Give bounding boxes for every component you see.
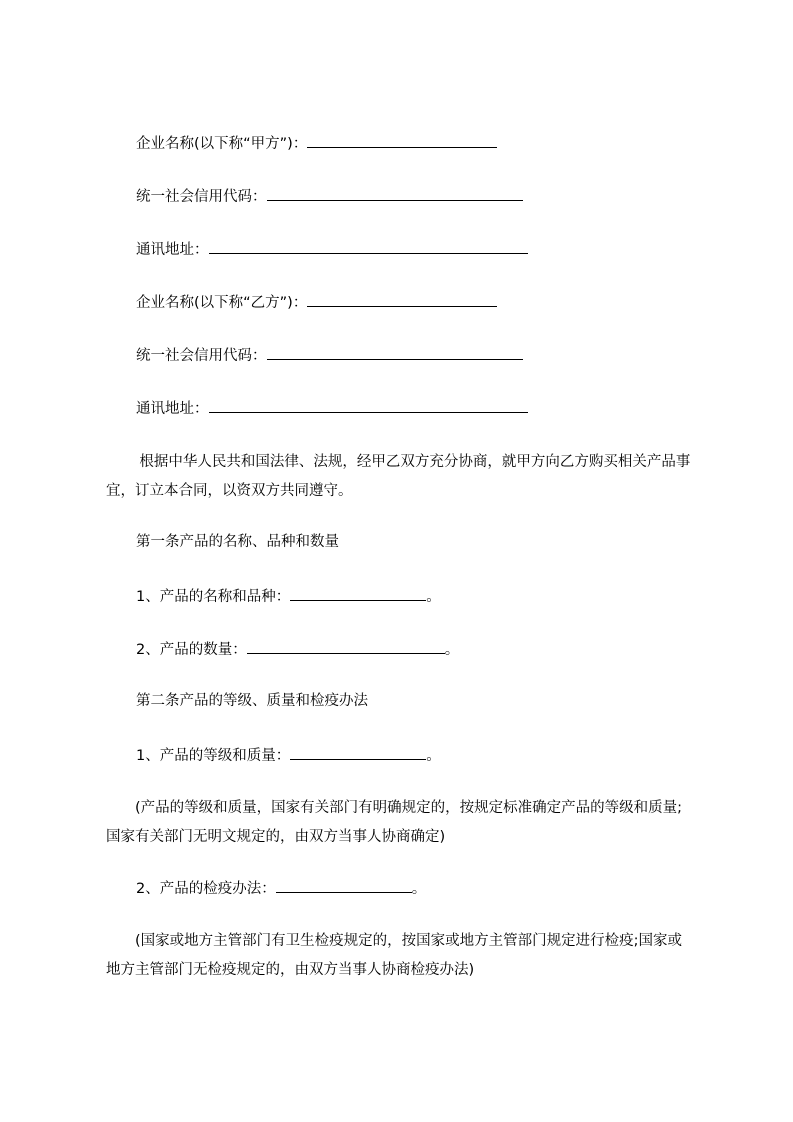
- party-a-credit-label: 统一社会信用代码：: [136, 189, 267, 205]
- party-a-address-blank[interactable]: [209, 238, 528, 254]
- party-b-name-label: 企业名称(以下称“乙方”)：: [136, 295, 308, 311]
- article1-item1-end: 。: [426, 589, 441, 605]
- article1-item1-line: [136, 585, 441, 605]
- article1-title: 第一条产品的名称、品种和数量: [136, 534, 339, 550]
- article2-item2-line: [136, 877, 426, 897]
- party-b-address-line: [136, 397, 528, 417]
- article2-item1-label: 1、产品的等级和质量：: [136, 748, 291, 764]
- party-a-credit-blank[interactable]: [267, 185, 523, 201]
- party-b-credit-line: [136, 344, 523, 364]
- article1-item2-line: [136, 638, 459, 658]
- party-b-address-label: 通讯地址：: [136, 401, 209, 417]
- article1-item2-end: 。: [444, 642, 460, 658]
- article1-item1-label: 1、产品的名称和品种：: [136, 589, 291, 605]
- article2-title: 第二条产品的等级、质量和检疫办法: [136, 693, 368, 709]
- article2-item2-label: 2、产品的检疫办法：: [136, 881, 276, 897]
- article2-note1: (产品的等级和质量，国家有关部门有明确规定的，按规定标准确定产品的等级和质量;国家有关部门无明文规定的，由双方当事人协商确定): [106, 800, 683, 845]
- article2-item1-line: [136, 744, 441, 764]
- party-a-name-label: 企业名称(以下称“甲方”)：: [136, 136, 308, 152]
- product-name-blank[interactable]: [290, 585, 426, 601]
- article2-item2-end: 。: [411, 881, 427, 897]
- party-a-name-blank[interactable]: [307, 132, 497, 148]
- party-b-name-line: [136, 291, 497, 311]
- party-b-address-blank[interactable]: [209, 397, 528, 413]
- party-a-address-label: 通讯地址：: [136, 242, 209, 258]
- quarantine-method-blank[interactable]: [276, 877, 412, 893]
- article1-item2-label: 2、产品的数量：: [136, 642, 247, 658]
- party-a-address-line: [136, 238, 528, 258]
- party-b-credit-blank[interactable]: [267, 344, 523, 360]
- article2-item1-end: 。: [426, 748, 441, 764]
- party-b-name-blank[interactable]: [307, 291, 497, 307]
- party-b-credit-label: 统一社会信用代码：: [136, 348, 267, 364]
- product-quantity-blank[interactable]: [247, 638, 445, 654]
- party-a-credit-line: [136, 185, 523, 205]
- product-grade-blank[interactable]: [290, 744, 426, 760]
- article2-note2: (国家或地方主管部门有卫生检疫规定的，按国家或地方主管部门规定进行检疫;国家或地方主管部门无检疫规定的，由双方当事人协商检疫办法): [106, 933, 683, 978]
- preamble-paragraph: 根据中华人民共和国法律、法规，经甲乙双方充分协商，就甲方向乙方购买相关产品事宜，订立本合同，以资双方共同遵守。: [106, 454, 691, 499]
- party-a-name-line: [136, 132, 497, 152]
